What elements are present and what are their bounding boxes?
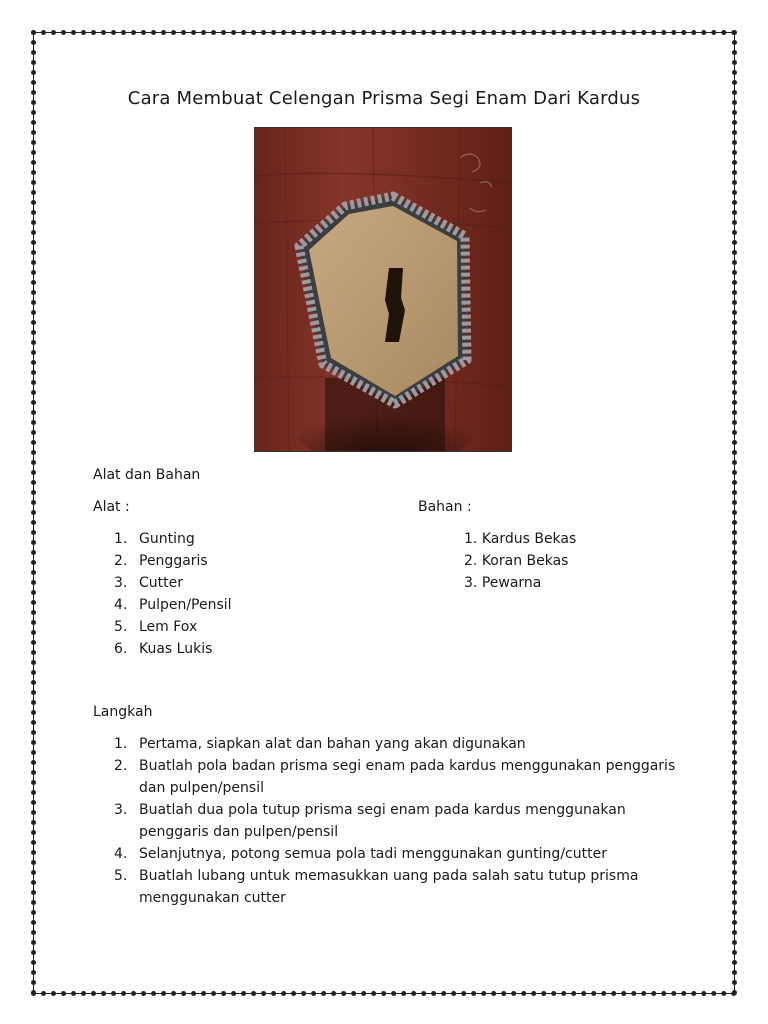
materials-label: Bahan : <box>418 499 472 515</box>
list-item: 3. Pewarna <box>464 575 542 591</box>
list-item: 4. Pulpen/Pensil <box>114 597 232 613</box>
list-item: 2. Penggaris <box>114 553 208 569</box>
materials-heading: Alat dan Bahan <box>93 467 201 483</box>
list-item: 1. Pertama, siapkan alat dan bahan yang akan digunakan <box>114 736 526 752</box>
list-item: 1. Kardus Bekas <box>464 531 577 547</box>
document-title: Cara Membuat Celengan Prisma Segi Enam Dari Kardus <box>127 88 641 109</box>
tools-label: Alat : <box>93 499 130 515</box>
list-item: 1. Gunting <box>114 531 195 547</box>
list-item: 4. Selanjutnya, potong semua pola tadi menggunakan gunting/cutter <box>114 846 607 862</box>
list-item: 2. Koran Bekas <box>464 553 569 569</box>
steps-list <box>114 733 684 909</box>
list-item: 3. Buatlah dua pola tutup prisma segi enam pada kardus menggunakan penggaris dan pulpen/pensil <box>114 802 626 840</box>
list-item: 2. Buatlah pola badan prisma segi enam pada kardus menggunakan penggaris dan pulpen/pensil <box>114 758 676 796</box>
list-item: 5. Buatlah lubang untuk memasukkan uang pada salah satu tutup prisma menggunakan cutter <box>114 868 639 906</box>
piggy-bank-photo <box>254 127 512 452</box>
list-item: 6. Kuas Lukis <box>114 641 213 657</box>
tools-list <box>114 528 394 660</box>
steps-heading: Langkah <box>93 704 153 720</box>
materials-list <box>464 528 684 594</box>
list-item: 3. Cutter <box>114 575 183 591</box>
list-item: 5. Lem Fox <box>114 619 198 635</box>
